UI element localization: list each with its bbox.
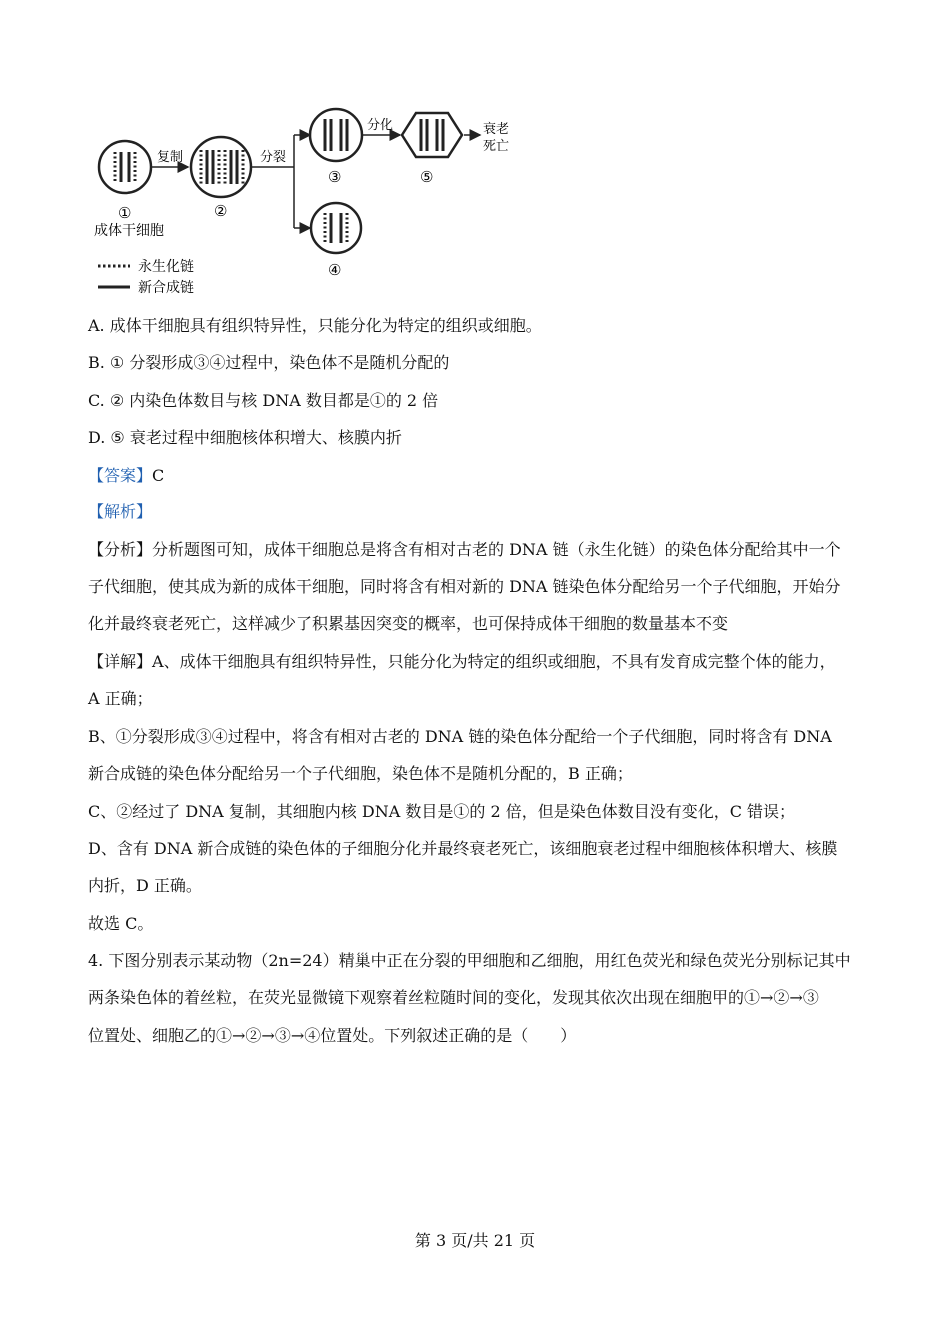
label-aging-1: 衰老 [483,122,510,137]
detail-line-2: A 正确； [88,689,153,708]
analysis-line-3: 化并最终衰老死亡，这样减少了积累基因突变的概率，也可保持成体干细胞的数量基本不变 [88,614,729,633]
label-replicate: 复制 [157,150,184,165]
detail-conclusion: 故选 C。 [88,914,154,933]
question4-line-3: 位置处、细胞乙的①→②→③→④位置处。下列叙述正确的是（ ） [88,1026,577,1045]
detail-line-5: C、②经过了 DNA 复制，其细胞内核 DNA 数目是①的 2 倍，但是染色体数目没有变化，C 错误； [88,802,796,821]
analysis-subtag: 【分析】 [88,540,153,559]
cell-3-number: ③ [328,168,342,186]
cell-1-name: 成体干细胞 [94,223,164,239]
answer-tag: 【答案】 [88,466,153,485]
option-a: A. 成体干细胞具有组织特异性，只能分化为特定的组织或细胞。 [88,316,542,335]
detail-line-7: 内折，D 正确。 [88,876,202,895]
legend-immortal: 永生化链 [138,259,194,275]
cell-5 [402,113,462,157]
cell-2-number: ② [214,202,228,220]
analysis-line-1: 【分析】分析题图可知，成体干细胞总是将含有相对古老的 DNA 链（永生化链）的染色体分配给其中一个 [88,540,841,559]
option-c: C. ② 内染色体数目与核 DNA 数目都是①的 2 倍 [88,391,439,410]
page-footer: 第 3 页/共 21 页 [414,1231,536,1250]
cell-5-number: ⑤ [420,168,434,186]
legend-new: 新合成链 [138,280,194,296]
answer-line [88,466,878,486]
analysis-tag: 【解析】 [88,502,153,521]
label-differentiate: 分化 [367,118,394,133]
stem-cell-diagram [88,105,528,305]
detail-line-6: D、含有 DNA 新合成链的染色体的子细胞分化并最终衰老死亡，该细胞衰老过程中细胞核体积增大、核膜 [88,839,838,858]
detail-line-4: 新合成链的染色体分配给另一个子代细胞，染色体不是随机分配的，B 正确； [88,764,633,783]
option-b: B. ① 分裂形成③④过程中，染色体不是随机分配的 [88,353,450,372]
label-aging-2: 死亡 [483,139,510,154]
cell-2 [191,137,251,197]
answer-value: C [152,466,165,485]
cell-4 [311,203,361,253]
label-divide: 分裂 [260,150,287,165]
analysis-heading [88,502,878,522]
detail-tag: 【详解】 [88,652,153,671]
option-d: D. ⑤ 衰老过程中细胞核体积增大、核膜内折 [88,428,402,447]
question4-line-2: 两条染色体的着丝粒，在荧光显微镜下观察着丝粒随时间的变化，发现其依次出现在细胞甲的①→②→③ [88,988,819,1007]
analysis-line-2: 子代细胞，使其成为新的成体干细胞，同时将含有相对新的 DNA 链染色体分配给另一个子代细胞，开始分 [88,577,841,596]
cell-3 [310,109,362,161]
detail-line-3: B、①分裂形成③④过程中，将含有相对古老的 DNA 链的染色体分配给一个子代细胞，同时将含有 DNA [88,727,832,746]
question4-line-1: 4. 下图分别表示某动物（2n=24）精巢中正在分裂的甲细胞和乙细胞，用红色荧光和绿色荧光分别标记其中 [88,951,851,970]
detail-line-1: 【详解】A、成体干细胞具有组织特异性，只能分化为特定的组织或细胞，不具有发育成完整个体的能力， [88,652,836,671]
cell-1 [99,141,151,193]
cell-1-number: ① [118,204,132,222]
cell-4-number: ④ [328,261,342,279]
